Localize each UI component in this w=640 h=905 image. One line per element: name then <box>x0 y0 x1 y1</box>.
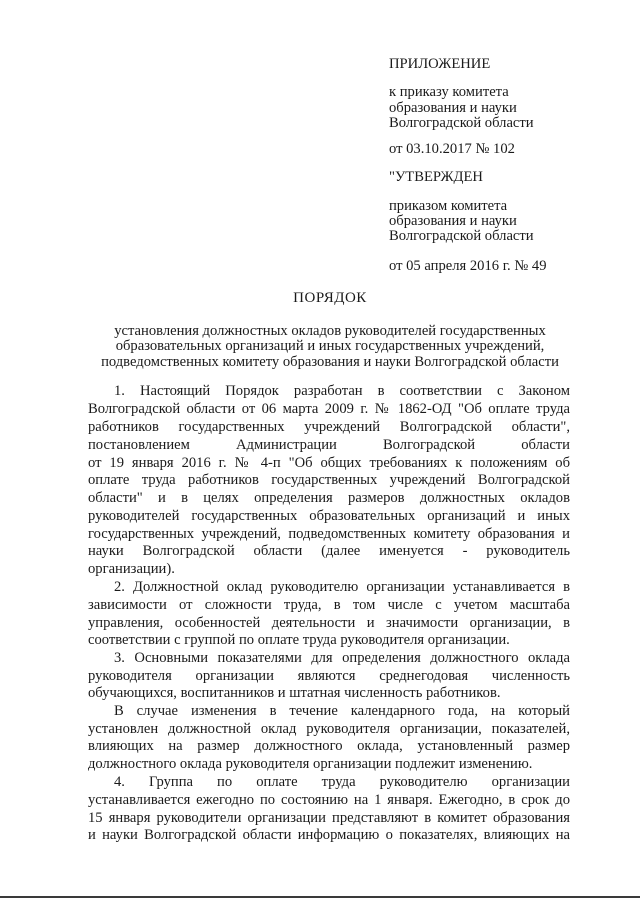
appendix-line: Волгоградской области <box>389 115 534 131</box>
appendix-line: к приказу комитета <box>389 84 509 100</box>
appendix-date: от 03.10.2017 № 102 <box>389 141 515 157</box>
body-line: обучающихся, воспитанников и штатная численность работников. <box>88 685 501 701</box>
body-line: государственных учреждений, подведомственных комитету образования и <box>88 526 570 542</box>
body-line: науки Волгоградской области (далее именуется - руководитель <box>88 543 570 559</box>
document-subtitle-line: подведомственных комитету образования и науки Волгоградской области <box>101 354 559 370</box>
scan-edge-divider <box>0 896 640 898</box>
body-line: должностного оклада руководителя организации подлежит изменению. <box>88 756 533 772</box>
body-line: постановлением Администрации Волгоградской области <box>88 437 570 453</box>
appendix-title: ПРИЛОЖЕНИЕ <box>389 56 491 72</box>
body-line: 15 января руководители организации представляют в комитет образования <box>88 810 570 826</box>
approved-line: Волгоградской области <box>389 228 534 244</box>
body-line: оплате труда работников государственных учреждений Волгоградской <box>88 472 570 488</box>
document-subtitle-line: образовательных организаций и иных государственных учреждений, <box>115 338 545 354</box>
body-line: организации). <box>88 561 175 577</box>
approved-line: приказом комитета <box>389 198 508 214</box>
body-line: от 19 января 2016 г. № 4-п "Об общих требованиях к положениям об <box>88 455 570 471</box>
body-line: соответствии с группой по оплате труда руководителя организации. <box>88 632 510 648</box>
body-line: 1. Настоящий Порядок разработан в соответствии с Законом <box>114 383 570 399</box>
body-line: 3. Основными показателями для определения должностного оклада <box>114 650 570 666</box>
body-line: влияющих на размер должностного оклада, установленный размер <box>88 738 570 754</box>
body-line: работников государственных учреждений Волгоградской области", <box>88 419 570 435</box>
body-line: и науки Волгоградской области информацию о показателях, влияющих на <box>88 827 570 843</box>
body-line: руководителя организации являются среднегодовая численность <box>88 668 570 684</box>
body-line: области" и в целях определения размеров должностных окладов <box>88 490 570 506</box>
document-subtitle-line: установления должностных окладов руководителей государственных <box>114 323 546 339</box>
approved-title: "УТВЕРЖДЕН <box>389 169 483 185</box>
body-line: зависимости от сложности труда, в том числе с учетом масштаба <box>88 597 570 613</box>
approved-line: образования и науки <box>389 213 517 229</box>
body-line: устанавливается ежегодно по состоянию на 1 января. Ежегодно, в срок до <box>88 792 570 808</box>
body-line: Волгоградской области от 06 марта 2009 г. № 1862-ОД "Об оплате труда <box>88 401 570 417</box>
body-line: установлен должностной оклад руководителя организации, показателей, <box>88 721 570 737</box>
document-title: ПОРЯДОК <box>293 290 367 306</box>
body-line: руководителей государственных образовательных организаций и иных <box>88 508 570 524</box>
appendix-line: образования и науки <box>389 100 517 116</box>
body-line: В случае изменения в течение календарного года, на который <box>114 703 570 719</box>
body-line: 2. Должностной оклад руководителю организации устанавливается в <box>114 579 570 595</box>
approved-date: от 05 апреля 2016 г. № 49 <box>389 258 547 274</box>
body-line: управления, особенностей деятельности и значимости организации, в <box>88 615 570 631</box>
body-line: 4. Группа по оплате труда руководителю организации <box>114 774 570 790</box>
